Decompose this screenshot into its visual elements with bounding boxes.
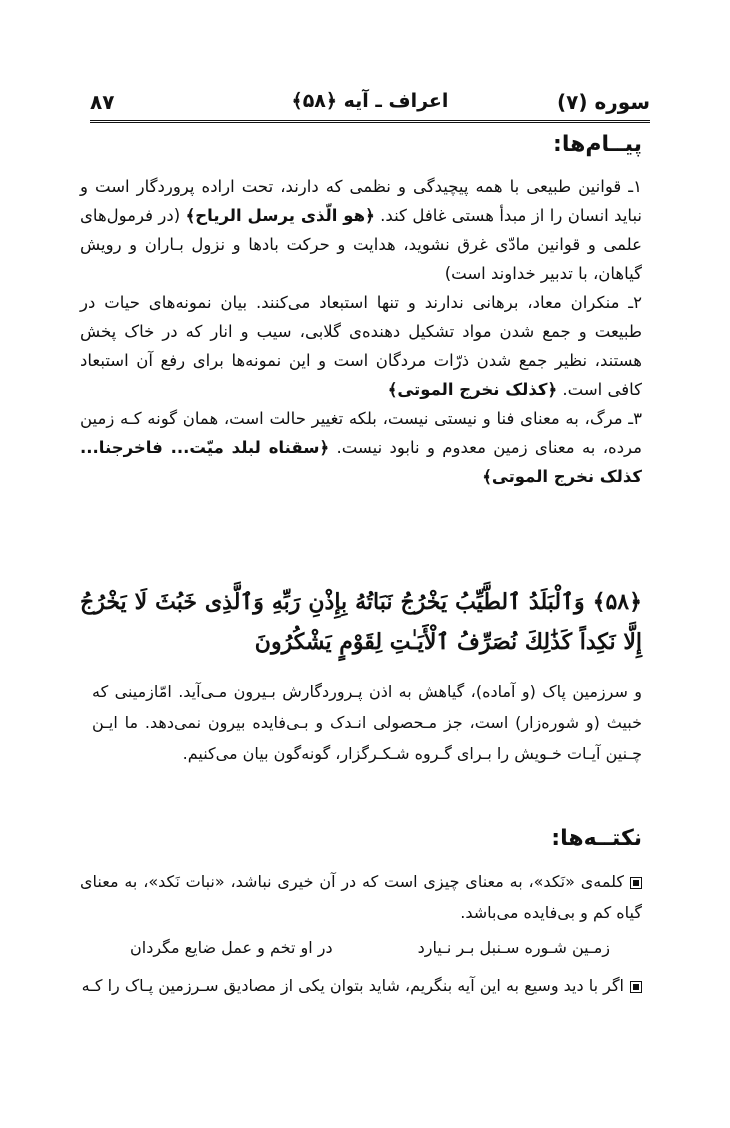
square-bullet-icon: [630, 981, 642, 993]
message-quote: ﴿هو الّذی یرسل الریاح﴾: [185, 206, 375, 225]
notes-heading: نکتــه‌ها:: [551, 826, 642, 851]
messages-list: [80, 172, 642, 491]
poem-line: [130, 938, 610, 966]
note-item-1: [80, 866, 642, 928]
message-item-1: [80, 172, 642, 288]
verse-translation: و سرزمین پاک (و آماده)، گیاهش به اذن پـروردگارش بـیرون مـی‌آید. امّازمینی که خبیث (و شوره‌زار) است، جز مـحصولی انـدک و بـی‌فایده بیرون نمی‌دهد. ما ایـن چـنین آیـات خـویش را بـرای گـروه شـکـرگزار، گونه‌گون بیان می‌کنیم.: [92, 682, 642, 763]
note-text: کلمه‌ی «نَکد»، به معنای چیزی است که در آن خیری نباشد، «نبات نَکد»، به معنای گیاه کم و بی‌فایده می‌باشد.: [80, 872, 642, 922]
square-bullet-icon: [630, 877, 642, 889]
surah-label: سوره (۷): [557, 90, 650, 114]
message-text-after: (در فرمول‌های علمی و قوانین مادّی غرق نشوید، هدایت و حرکت بادها و نزول بـاران و رویش گیاهان، با تدبیر خداوند است): [80, 206, 642, 283]
quran-verse: ﴿۵۸﴾ وَٱلْبَلَدُ ٱلطَّيِّبُ يَخْرُجُ نَبَاتُهُ بِإِذْنِ رَبِّهِ وَٱلَّذِى خَبُثَ لَا يَخْرُجُ إِلَّا نَكِداً كَذَٰلِكَ نُصَرِّفُ ٱلْأَيَـٰتِ لِقَوْمٍ يَشْكُرُونَ: [80, 589, 642, 655]
page-header: [90, 86, 650, 120]
note-item-2: [80, 970, 642, 1001]
poem-hemistich-1: زمـین شـوره سـنبل بـر نـیارد: [417, 938, 610, 957]
verse-reference: اعراف ـ آیه ﴿۵۸﴾: [291, 90, 449, 112]
message-quote: ﴿سقناه لبلد میّت... فاخرجنا... کذلک نخرج الموتی﴾: [80, 438, 642, 486]
messages-heading: پیــام‌ها:: [553, 132, 642, 157]
poem-hemistich-2: در او تخم و عمل ضایع مگردان: [130, 938, 333, 957]
message-text: ۳ـ مرگ، به معنای فنا و نیستی نیست، بلکه تغییر حالت است، همان گونه کـه زمین مرده، به معنای زمین معدوم و نابود نیست.: [80, 409, 642, 457]
message-quote: ﴿کذلک نخرج الموتی﴾: [387, 380, 558, 399]
message-item-2: [80, 288, 642, 404]
header-divider: [90, 120, 650, 123]
message-text: ۲ـ منکران معاد، برهانی ندارند و تنها استبعاد می‌کنند. بیان نمونه‌های حیات در طبیعت و جمع شدن مواد تشکیل دهنده‌ی گلابی، سیب و انار که در خاک پخش هستند، نظیر جمع شدن ذرّات مردگان است و این نمونه‌ها برای رفع آن استبعاد کافی است.: [80, 293, 642, 399]
message-item-3: [80, 404, 642, 491]
message-text: ۱ـ قوانین طبیعی با همه پیچیدگی و نظمی که دارند، تحت اراده پروردگار است و نباید انسان را از مبدأ هستی غافل کند.: [80, 177, 643, 225]
page-number: ۸۷: [90, 90, 115, 114]
note-text: اگر با دید وسیع به این آیه بنگریم، شاید بتوان یکی از مصادیق سـرزمین پـاک را کـه: [81, 976, 624, 995]
